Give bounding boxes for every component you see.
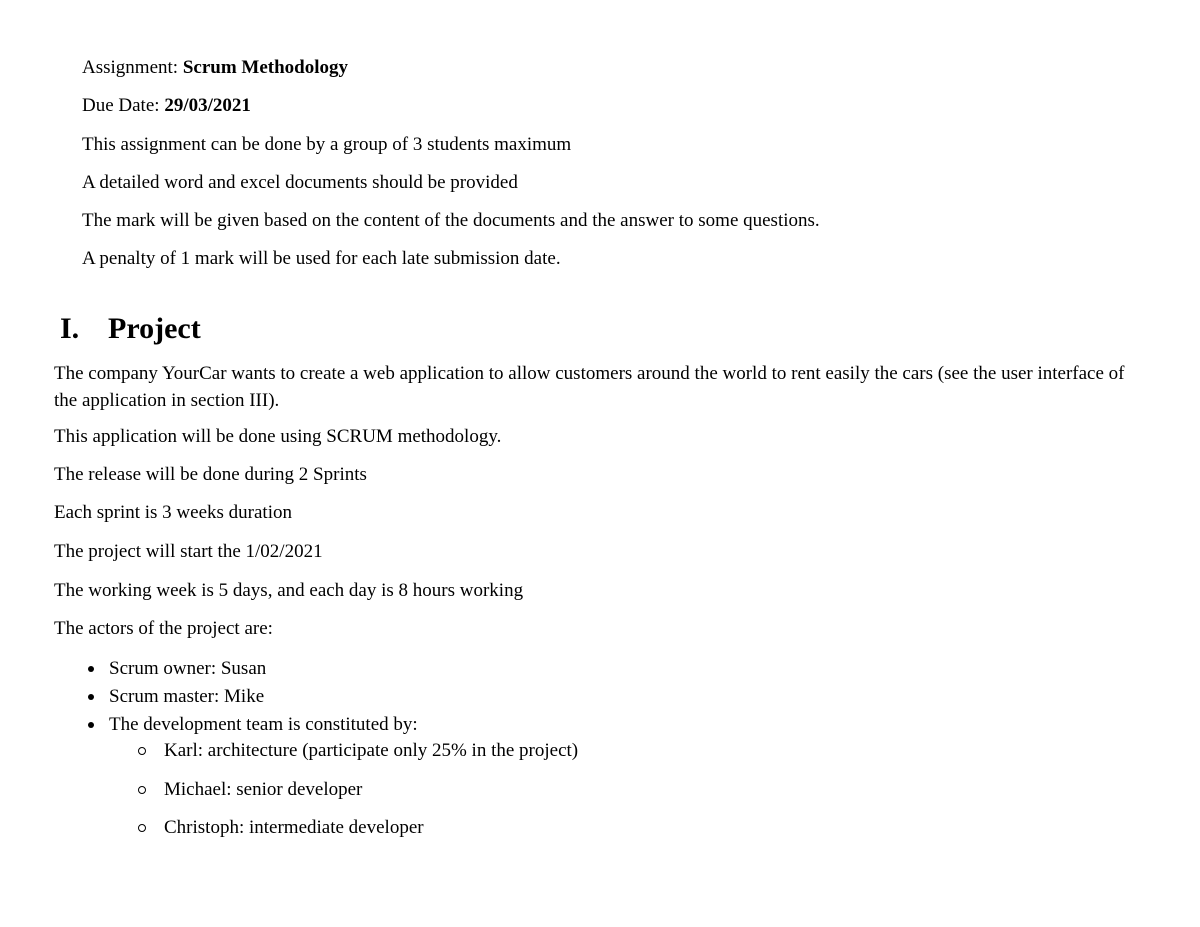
due-date-label: Due Date: <box>82 95 165 116</box>
team-member-christoph: Christoph: intermediate developer <box>164 817 424 838</box>
circle-bullet-icon <box>138 747 146 755</box>
methodology-line: This application will be done using SCRUM methodology. <box>54 426 502 447</box>
group-size-note: This assignment can be done by a group of 3 students maximum <box>82 134 572 155</box>
assignment-line <box>82 56 348 80</box>
team-member-michael: Michael: senior developer <box>164 779 363 800</box>
start-date-line: The project will start the 1/02/2021 <box>54 541 323 562</box>
circle-bullet-icon <box>138 786 146 794</box>
actor-development-team: The development team is constituted by: <box>109 714 418 735</box>
working-week-line: The working week is 5 days, and each day is 8 hours working <box>54 580 524 601</box>
bullet-icon <box>88 694 94 700</box>
sprint-duration-line: Each sprint is 3 weeks duration <box>54 502 292 523</box>
section-heading <box>60 311 201 347</box>
actors-intro-line: The actors of the project are: <box>54 618 273 639</box>
assignment-label: Assignment: <box>82 57 183 78</box>
documents-note: A detailed word and excel documents should be provided <box>82 172 518 193</box>
bullet-icon <box>88 722 94 728</box>
section-title: Project <box>108 312 201 345</box>
actor-scrum-master: Scrum master: Mike <box>109 686 265 707</box>
penalty-note: A penalty of 1 mark will be used for each late submission date. <box>82 248 561 269</box>
bullet-icon <box>88 666 94 672</box>
project-intro-paragraph: The company YourCar wants to create a web application to allow customers around the world to rent easily the cars (see the user interface of the application in section III). <box>54 363 1125 411</box>
actor-scrum-owner: Scrum owner: Susan <box>109 658 267 679</box>
section-number: I. <box>60 312 80 345</box>
due-date-line <box>82 94 251 118</box>
release-line: The release will be done during 2 Sprints <box>54 464 367 485</box>
marking-note: The mark will be given based on the content of the documents and the answer to some questions. <box>82 210 820 231</box>
due-date-value: 29/03/2021 <box>164 95 251 116</box>
circle-bullet-icon <box>138 824 146 832</box>
team-member-karl: Karl: architecture (participate only 25% in the project) <box>164 740 579 761</box>
assignment-title: Scrum Methodology <box>182 57 348 78</box>
